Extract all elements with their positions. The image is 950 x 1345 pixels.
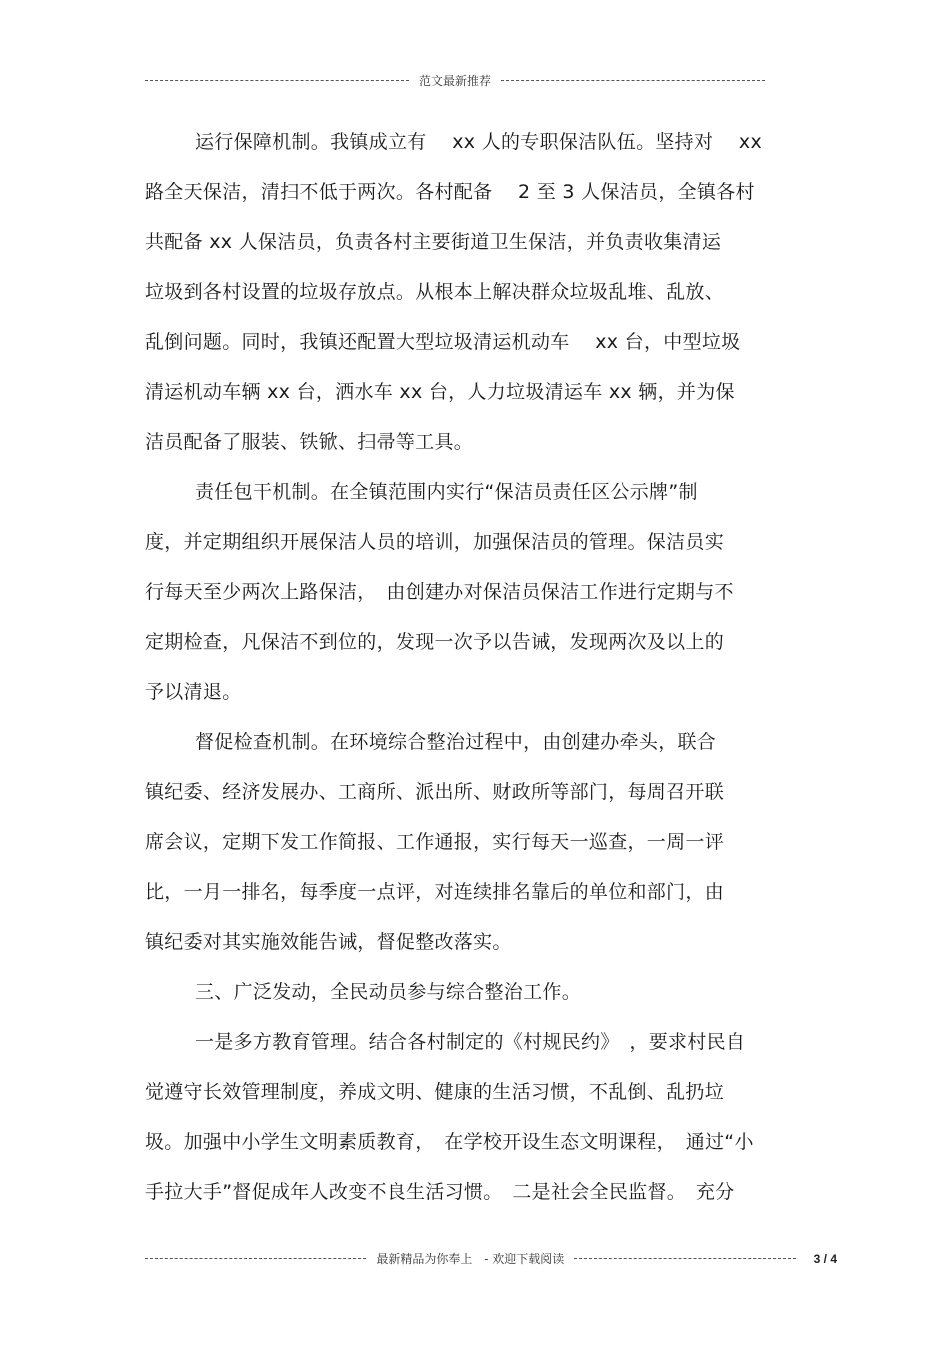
body-line: 洁员配备了服装、铁锨、扫帚等工具。 — [145, 431, 474, 453]
body-line: 镇纪委、经济发展办、工商所、派出所、财政所等部门，每周召开联 — [145, 781, 725, 803]
body-line: 责任包干机制。在全镇范围内实行“保洁员责任区公示牌”制 — [195, 481, 698, 503]
body-line: 手拉大手”督促成年人改变不良生活习惯。 二是社会全民监督。 充分 — [145, 1181, 735, 1203]
body-line: 比，一月一排名，每季度一点评，对连续排名靠后的单位和部门，由 — [145, 881, 725, 903]
body-line: 乱倒问题。同时，我镇还配置大型垃圾清运机动车 xx 台，中型垃圾 — [145, 331, 741, 353]
body-line: 路全天保洁，清扫不低于两次。各村配备 2 至 3 人保洁员，全镇各村 — [145, 181, 755, 203]
body-line: 行每天至少两次上路保洁， 由创建办对保洁员保洁工作进行定期与不 — [145, 581, 734, 603]
body-line: 予以清退。 — [145, 681, 242, 703]
footer-rule-left — [145, 1258, 366, 1259]
body-line: 垃圾到各村设置的垃圾存放点。从根本上解决群众垃圾乱堆、乱放、 — [145, 281, 725, 303]
body-line: 定期检查，凡保洁不到位的，发现一次予以告诫，发现两次及以上的 — [145, 631, 725, 653]
body-line: 觉遵守长效管理制度，养成文明、健康的生活习惯，不乱倒、乱扔垃 — [145, 1081, 725, 1103]
body-line: 清运机动车辆 xx 台，洒水车 xx 台，人力垃圾清运车 xx 辆，并为保 — [145, 381, 735, 403]
page-header — [145, 72, 765, 89]
body-line: 圾。加强中小学生文明素质教育， 在学校开设生态文明课程， 通过“小 — [145, 1131, 754, 1153]
header-title: 范文最新推荐 — [419, 74, 492, 88]
footer-text: 最新精品为你奉上 - 欢迎下载阅读 — [376, 1252, 565, 1266]
page-number: 3 / 4 — [813, 1251, 838, 1266]
page-footer — [145, 1250, 837, 1267]
body-line: 镇纪委对其实施效能告诫，督促整改落实。 — [145, 931, 512, 953]
body-line: 运行保障机制。我镇成立有 xx 人的专职保洁队伍。坚持对 xx — [195, 131, 762, 153]
body-line: 度，并定期组织开展保洁人员的培训，加强保洁员的管理。保洁员实 — [145, 531, 725, 553]
header-rule-left — [145, 80, 409, 81]
body-line: 督促检查机制。在环境综合整治过程中，由创建办牵头，联合 — [195, 731, 717, 753]
body-line: 一是多方教育管理。结合各村制定的《村规民约》 ，要求村民自 — [195, 1031, 746, 1053]
footer-rule-right — [574, 1258, 795, 1259]
section-heading: 三、广泛发动，全民动员参与综合整治工作。 — [195, 981, 582, 1003]
header-rule-right — [501, 80, 765, 81]
body-line: 共配备 xx 人保洁员，负责各村主要街道卫生保洁，并负责收集清运 — [145, 231, 722, 253]
body-line: 席会议，定期下发工作简报、工作通报，实行每天一巡查，一周一评 — [145, 831, 725, 853]
document-body — [145, 128, 810, 1228]
